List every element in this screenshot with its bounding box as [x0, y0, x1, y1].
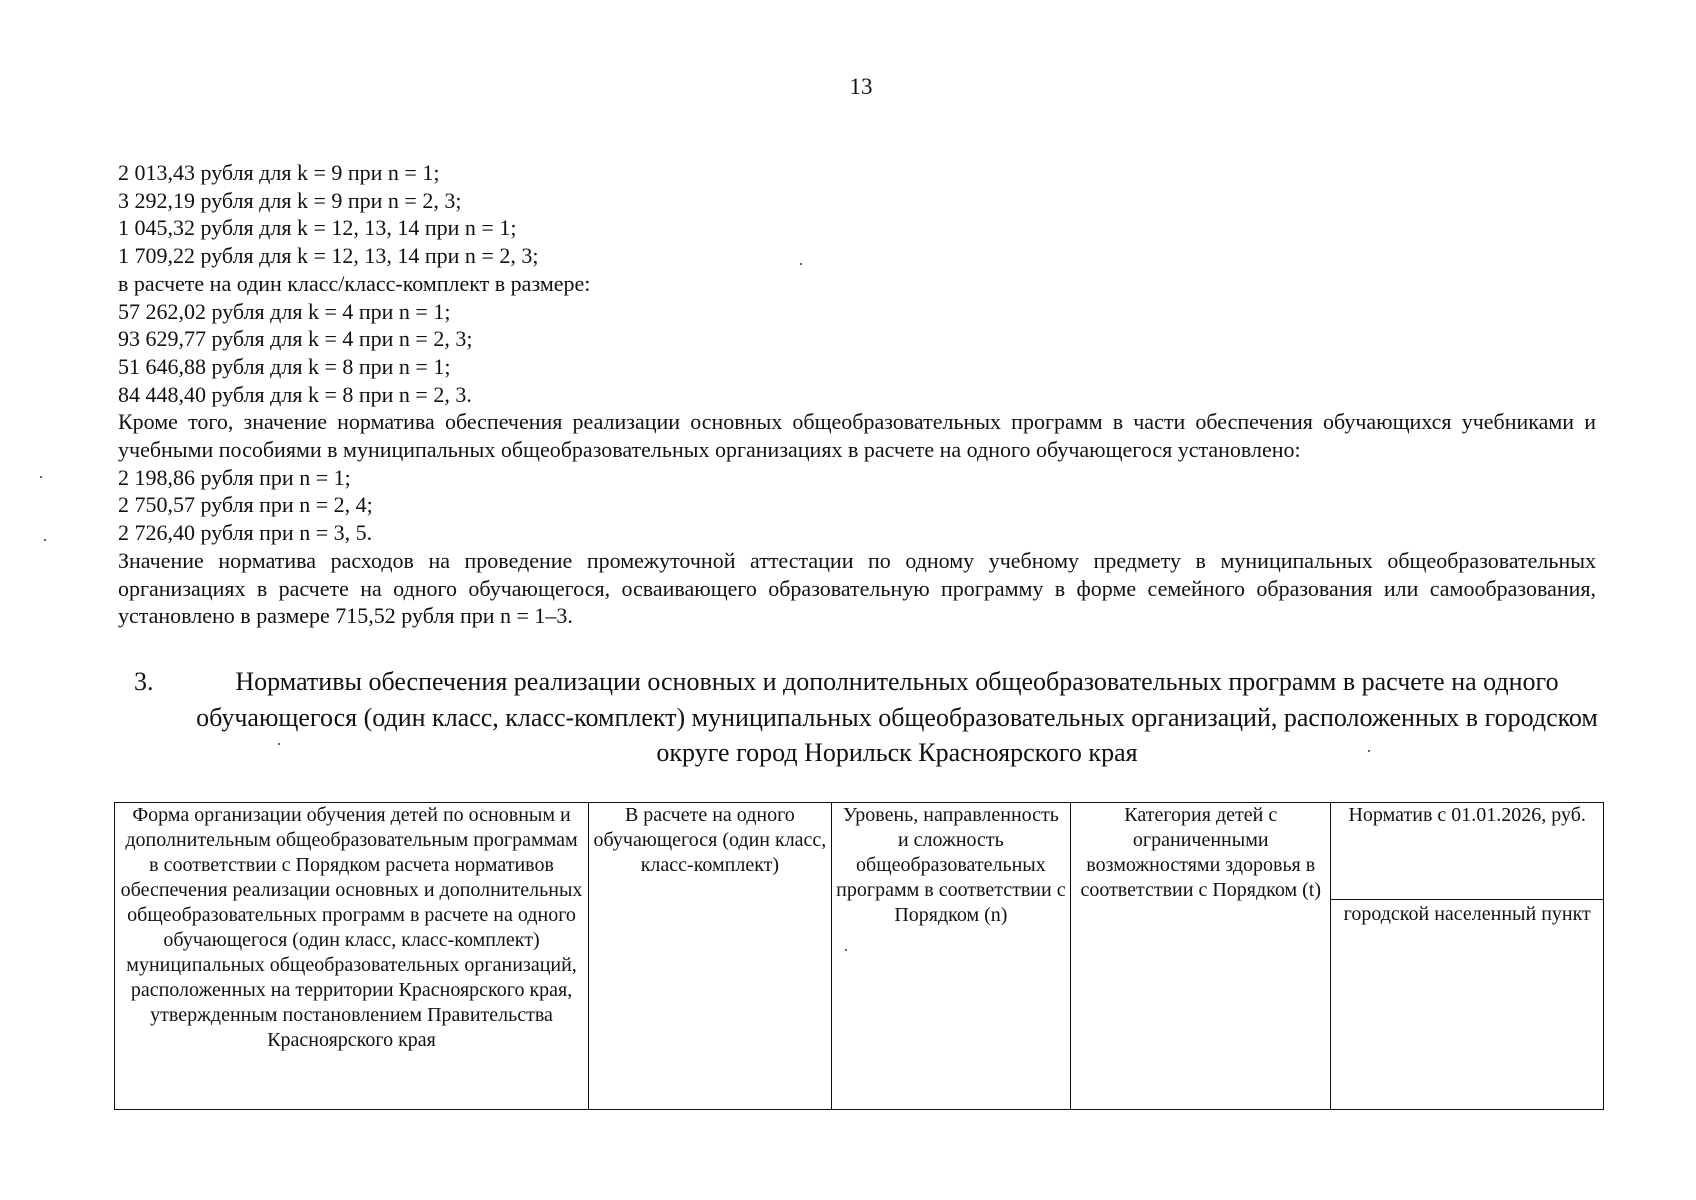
per-student-line: 1 709,22 рубля для k = 12, 13, 14 при n = 2, 3;: [118, 243, 539, 269]
per-student-line: 3 292,19 рубля для k = 9 при n = 2, 3;: [118, 187, 462, 213]
col-header-per-student: В расчете на одного обучающегося (один класс, класс-комплект): [589, 803, 832, 1110]
section-number: 3.: [134, 667, 154, 696]
section-title: Нормативы обеспечения реализации основных и дополнительных общеобразовательных программ в расчете на одного обучающегося (один класс, класс-комплект) муниципальных общеобразовательных организаций, расположенных в городском округе город Норильск Красноярского края: [196, 667, 1598, 767]
norm-table: [114, 802, 1604, 1110]
per-student-line: 2 013,43 рубля для k = 9 при n = 1;: [118, 160, 440, 185]
scan-speck: [800, 263, 802, 265]
col-header-form: Форма организации обучения детей по основным и дополнительным общеобразовательным программам в соответствии с Порядком расчета нормативов обеспечения реализации основных и дополнительных общеобразовательных программ в расчете на одного обучающегося (один класс, класс-комплект) муниципальных общеобразовательных организаций, расположенных на территории Красноярского края, утвержденным постановлением Правительства Красноярского края: [115, 803, 589, 1110]
per-class-line: 84 448,40 рубля для k = 8 при n = 2, 3.: [118, 381, 472, 407]
attestation-paragraph: Значение норматива расходов на проведение промежуточной аттестации по одному учебному предмету в муниципальных общеобразовательных организациях в расчете на одного обучающегося, осваивающего образовательную программу в форме семейного образования или самообразования, установлено в размере 715,52 рубля при n = 1–3.: [118, 547, 1596, 629]
section-heading: [130, 664, 1600, 771]
per-class-line: 57 262,02 рубля для k = 4 при n = 1;: [118, 298, 451, 324]
textbooks-paragraph: Кроме того, значение норматива обеспечения реализации основных общеобразовательных программ в части обеспечения обучающихся учебниками и учебными пособиями в муниципальных общеобразовательных организациях в расчете на одного обучающегося установлено:: [118, 409, 1596, 463]
table-header-row: [115, 803, 1604, 900]
per-class-line: 51 646,88 рубля для k = 8 при n = 1;: [118, 353, 451, 379]
scan-speck: [1368, 750, 1370, 752]
page-number: 13: [849, 74, 873, 99]
scan-speck: [845, 949, 847, 951]
col-header-category: Категория детей с ограниченными возможностями здоровья в соответствии с Порядком (t): [1071, 803, 1331, 1110]
col-header-norm: Норматив с 01.01.2026, руб.: [1331, 803, 1604, 900]
textbooks-line: 2 750,57 рубля при n = 2, 4;: [118, 492, 373, 518]
scan-speck: [44, 539, 46, 541]
textbooks-line: 2 726,40 рубля при n = 3, 5.: [118, 520, 373, 546]
per-class-line: 93 629,77 рубля для k = 4 при n = 2, 3;: [118, 326, 473, 352]
scan-speck: [40, 476, 42, 478]
scan-speck: [278, 743, 280, 745]
col-subheader-city: городской населенный пункт: [1331, 900, 1604, 1110]
per-student-line: 1 045,32 рубля для k = 12, 13, 14 при n = 1;: [118, 215, 517, 241]
body-text: [118, 159, 1596, 630]
per-class-intro: в расчете на один класс/класс-комплект в размере:: [118, 270, 591, 296]
col-header-level: Уровень, направленность и сложность общеобразовательных программ в соответствии с Порядком (n): [831, 803, 1070, 1110]
textbooks-line: 2 198,86 рубля при n = 1;: [118, 464, 351, 490]
